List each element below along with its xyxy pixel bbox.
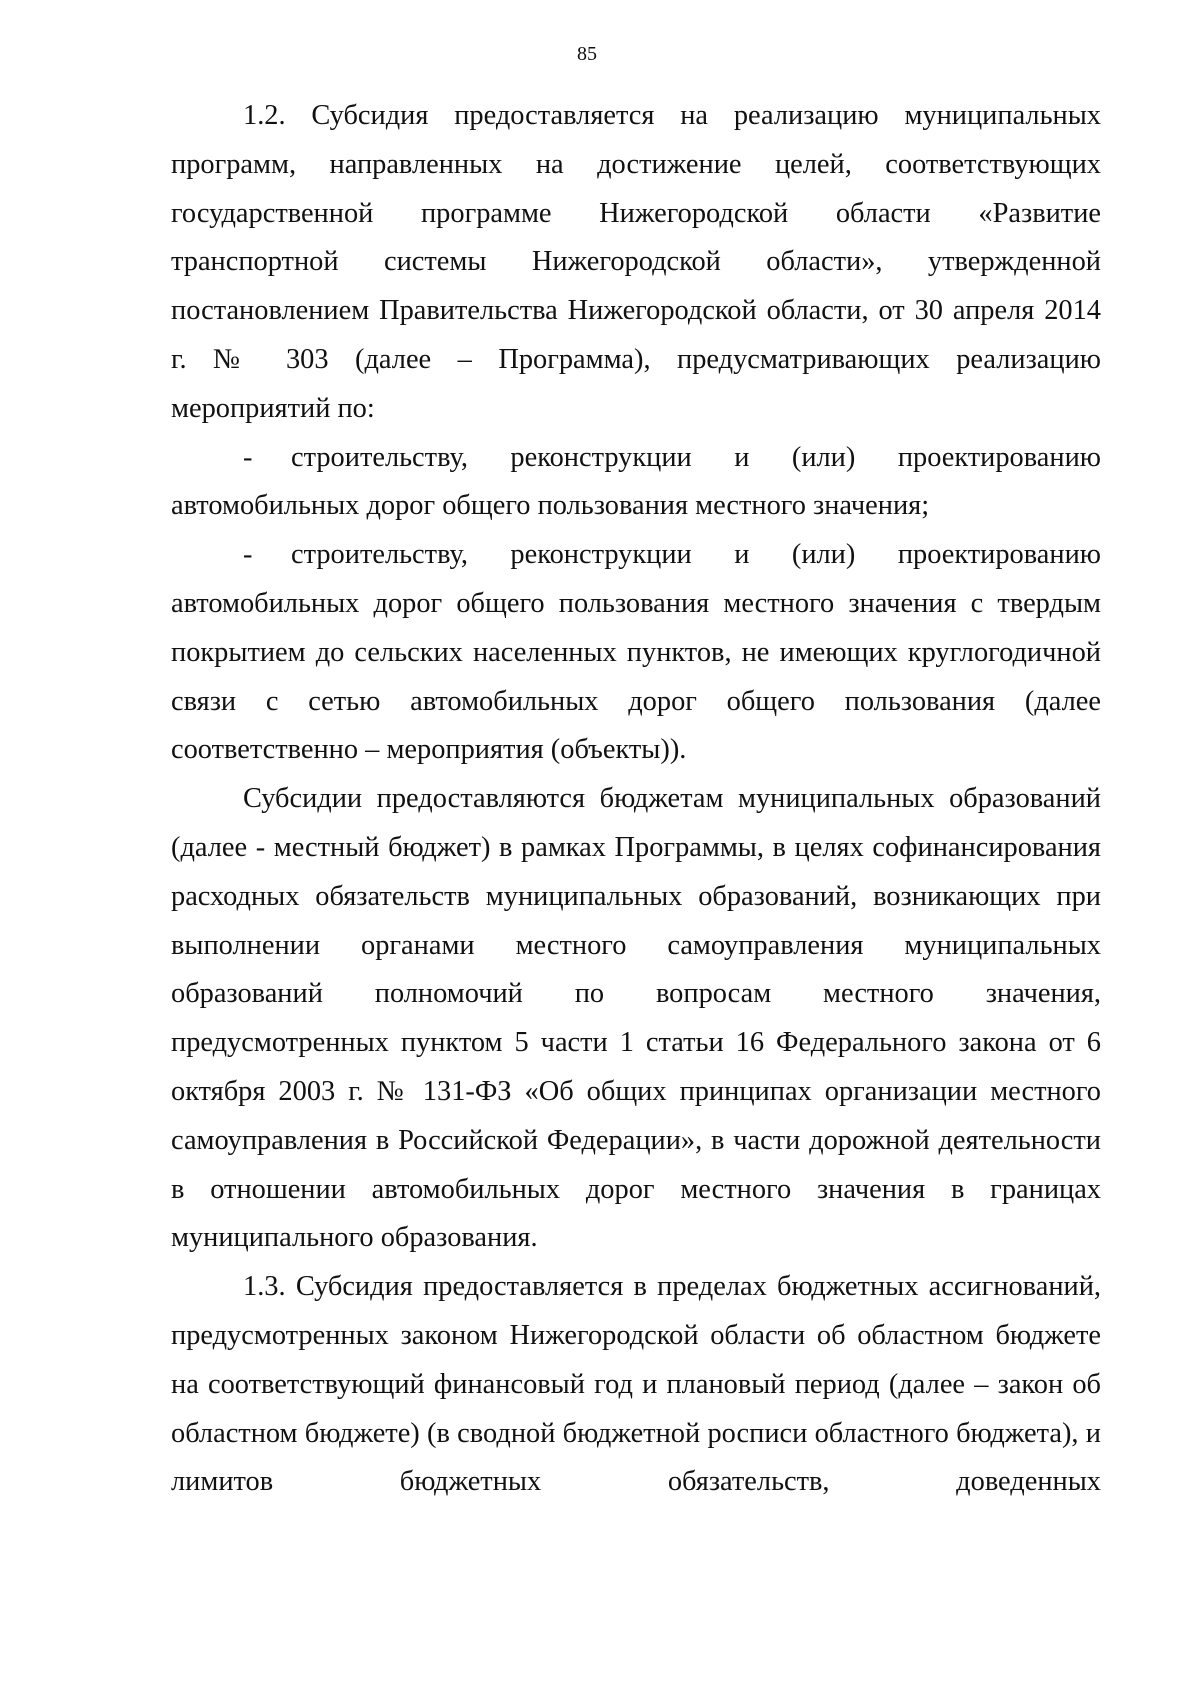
list-dash: - xyxy=(243,441,253,473)
list-item-text: строительству, реконструкции и (или) проектированию автомобильных дорог общего пользования местного значения; xyxy=(171,441,1101,522)
list-item-text: строительству, реконструкции и (или) проектированию автомобильных дорог общего пользования местного значения с твердым покрытием до сельских населенных пунктов, не имеющих круглогодичной связи с сетью автомобильных дорог общего пользования (далее соответственно – мероприятия (объекты)). xyxy=(171,539,1101,766)
list-item-construction xyxy=(171,434,1101,532)
paragraph-1-2: 1.2. Субсидия предоставляется на реализацию муниципальных программ, направленных на достижение целей, соответствующих государственной программе Нижегородской области «Развитие транспортной системы Нижегородской области», утвержденной постановлением Правительства Нижегородской области, от 30 апреля 2014 г. № 303 (далее – Программа), предусматривающих реализацию мероприятий по: xyxy=(171,100,1101,424)
paragraph-subsidies-budgets: Субсидии предоставляются бюджетам муниципальных образований (далее - местный бюджет) в рамках Программы, в целях софинансирования расходных обязательств муниципальных образований, возникающих при выполнении органами местного самоуправления муниципальных образований полномочий по вопросам местного значения, предусмотренных пунктом 5 части 1 статьи 16 Федерального закона от 6 октября 2003 г. № 131-ФЗ «Об общих принципах организации местного самоуправления в Российской Федерации», в части дорожной деятельности в отношении автомобильных дорог местного значения в границах муниципального образования. xyxy=(171,783,1101,1254)
page-number: 85 xyxy=(577,43,597,65)
paragraph-1-3: 1.3. Субсидия предоставляется в пределах бюджетных ассигнований, предусмотренных законом Нижегородской области об областном бюджете на соответствующий финансовый год и плановый период (далее – закон об областном бюджете) (в сводной бюджетной росписи областного бюджета), и лимитов бюджетных обязательств, доведенных xyxy=(171,1271,1101,1498)
list-dash: - xyxy=(243,539,253,571)
list-item-rural-roads xyxy=(171,531,1101,775)
document-body xyxy=(171,92,1101,1507)
